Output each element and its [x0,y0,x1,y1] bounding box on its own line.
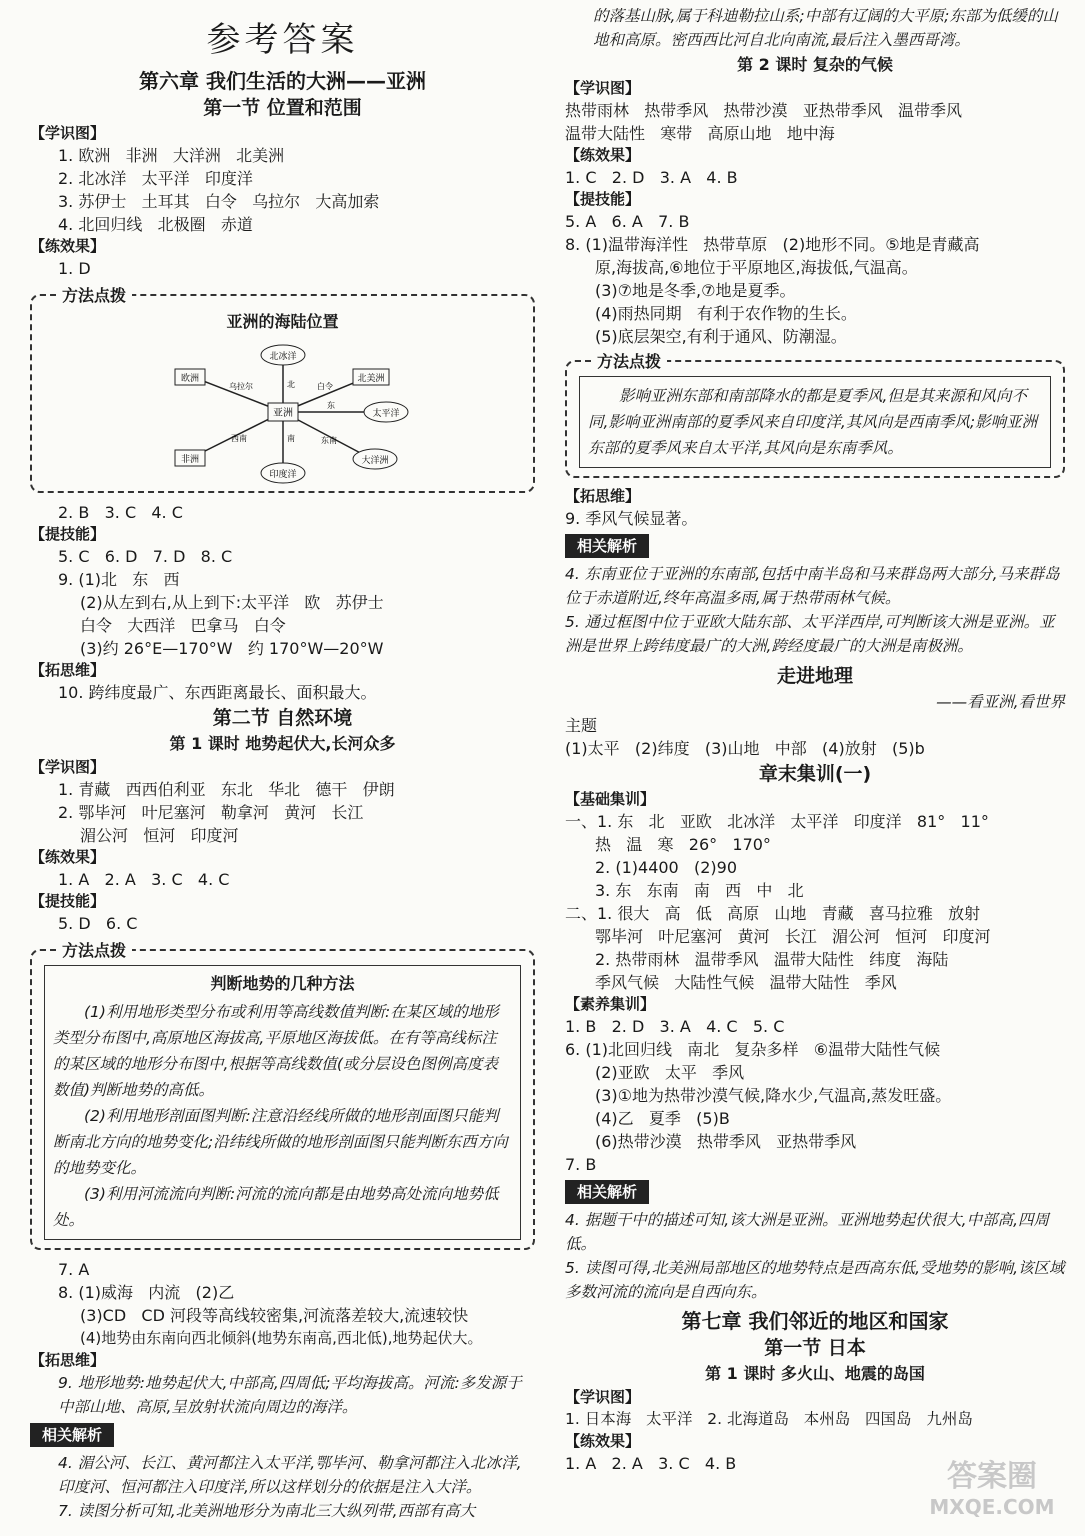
section-header: 【拓思维】 [565,487,641,505]
geography-title: 走进地理 [776,665,853,687]
answer-line: 鄂毕河 叶尼塞河 黄河 长江 湄公河 恒河 印度河 [595,927,991,946]
node-center: 亚洲 [272,408,293,419]
edge-southeast: 东南 [320,436,337,445]
method-tip-title: 判断地势的几种方法 [210,974,355,993]
method-tip-box [30,286,535,493]
edge-southwest: 西南 [230,434,247,443]
analysis-tag: 相关解析 [565,1180,649,1204]
edge-south: 南 [286,434,295,443]
watermark-url: MXQE.COM [929,1495,1055,1519]
section-header: 【学识图】 [565,1388,641,1406]
answer-line: 5. C 6. D 7. D 8. C [58,547,233,566]
section-header: 【学识图】 [30,758,106,776]
answer-line: (6)热带沙漠 热带季风 亚热带季风 [595,1132,857,1151]
edge-northwest: 乌拉尔 [228,382,253,391]
answer-line: 5. A 6. A 7. B [565,212,690,231]
node-northwest: 欧洲 [180,374,199,384]
node-south: 印度洋 [268,470,297,480]
answer-line: 湄公河 恒河 印度河 [80,826,239,845]
theme-label: 主题 [565,716,598,735]
method-tip-paragraph: 影响亚洲东部和南部降水的都是夏季风,但是其来源和风向不同,影响亚洲南部的夏季风来自印度洋,其风向是西南季风;影响亚洲东部的夏季风来自太平洋,其风向是东南季风。 [588,387,1038,457]
edge-east: 东 [326,401,335,410]
answer-line: 2. B 3. C 4. C [58,503,183,522]
section-header: 【提技能】 [30,892,106,910]
analysis-paragraph: 4. 据题干中的描述可知,该大洲是亚洲。亚洲地势起伏很大,中部高,四周低。 [565,1211,1049,1253]
right-column [565,0,1065,1475]
answer-line: 1. A 2. A 3. C 4. C [58,870,230,889]
answer-line: (1)太平 (2)纬度 (3)山地 中部 (4)放射 (5)b [565,739,925,758]
page-title: 参考答案 [206,20,359,60]
watermark-text: 答案圈 [947,1459,1037,1494]
answer-line: 8. (1)威海 内流 (2)乙 [58,1283,235,1302]
answer-line: (2)亚欧 太平 季风 [595,1063,745,1082]
section-1-title: 第一节 位置和范围 [203,97,362,119]
section-header: 【拓思维】 [30,1351,106,1369]
left-column [30,0,535,1523]
diagram-title: 亚洲的海陆位置 [226,312,339,331]
answer-line: 4. 北回归线 北极圈 赤道 [58,215,253,234]
section-header: 【学识图】 [30,124,106,142]
method-tip-content [579,376,1051,468]
lesson-title: 第 1 课时 地势起伏大,长河众多 [169,734,396,753]
method-tip-label: 方法点拨 [591,350,667,373]
section-header: 【练效果】 [565,1432,641,1450]
answer-line: 1. 青藏 西西伯利亚 东北 华北 德干 伊朗 [58,780,395,799]
answer-line: 1. C 2. D 3. A 4. B [565,168,738,187]
node-northeast: 北美洲 [356,374,385,384]
analysis-paragraph: 5. 通过框图中位于亚欧大陆东部、太平洋西岸,可判断该大洲是亚洲。亚洲是世界上跨纬度最广的大洲,跨经度最广的大洲是南极洲。 [565,613,1055,655]
answer-line: 2. (1)4400 (2)90 [595,858,738,877]
section-2-title: 第二节 自然环境 [212,707,353,729]
answer-line: 白令 大西洋 巴拿马 白令 [80,616,286,635]
node-southeast: 大洋洲 [360,456,389,466]
answer-line: 7. A [58,1260,90,1279]
answer-line: 9. 季风气候显著。 [565,509,698,528]
answer-line: 热带雨林 热带季风 热带沙漠 亚热带季风 温带季风 [565,101,963,120]
section-header: 【练效果】 [30,237,106,255]
answer-line: 1. B 2. D 3. A 4. C 5. C [565,1017,785,1036]
answer-line: 1. 欧洲 非洲 大洋洲 北美洲 [58,146,285,165]
answer-line: (4)雨热同期 有利于农作物的生长。 [595,304,857,323]
answer-line: 1. 日本海 太平洋 2. 北海道岛 本州岛 四国岛 九州岛 [565,1410,973,1428]
answer-line: 一、1. 东 北 亚欧 北冰洋 太平洋 印度洋 81° 11° [565,812,989,831]
method-tip-paragraph: (3)利用河流流向判断:河流的流向都是由地势高处流向地势低处。 [53,1185,499,1229]
answer-line: (2)从左到右,从上到下:太平洋 欧 苏伊士 [80,593,384,612]
review-title: 章末集训(一) [758,763,872,785]
answer-line: 1. A 2. A 3. C 4. B [565,1454,737,1473]
answer-line: 6. (1)北回归线 南北 复杂多样 ⑥温带大陆性气候 [565,1040,941,1059]
lesson-title: 第 1 课时 多火山、地震的岛国 [705,1364,925,1383]
answer-line: 5. D 6. C [58,914,138,933]
answer-line: 原,海拔高,⑥地位于平原地区,海拔低,气温高。 [595,258,918,277]
analysis-paragraph: 7. 读图分析可知,北美洲地形分为南北三大纵列带,西部有高大 [58,1502,476,1520]
answer-line: 3. 苏伊士 土耳其 白令 乌拉尔 大高加索 [58,192,380,211]
answer-line: 8. (1)温带海洋性 热带草原 (2)地形不同。⑤地是青藏高 [565,235,980,254]
answer-line: (4)地势由东南向西北倾斜(地势东南高,西北低),地势起伏大。 [80,1329,483,1347]
answer-line: 2. 鄂毕河 叶尼塞河 勒拿河 黄河 长江 [58,803,364,822]
section-header: 【素养集训】 [565,995,656,1013]
asia-position-diagram [153,337,413,487]
analysis-paragraph: 4. 东南亚位于亚洲的东南部,包括中南半岛和马来群岛两大部分,马来群岛位于赤道附近,终年高温多雨,属于热带雨林气候。 [565,565,1060,607]
method-tip-label: 方法点拨 [56,939,132,962]
chapter-6-title: 第六章 我们生活的大洲——亚洲 [139,69,426,93]
node-east: 太平洋 [371,409,400,419]
answer-line: 二、1. 很大 高 低 高原 山地 青藏 喜马拉雅 放射 [565,904,981,923]
answer-line: 2. 热带雨林 温带季风 温带大陆性 纬度 海陆 [595,950,949,969]
section-header: 【学识图】 [565,79,641,97]
analysis-tag: 相关解析 [30,1423,114,1447]
answer-line: (3)⑦地是冬季,⑦地是夏季。 [595,281,796,300]
edge-northeast: 白令 [316,382,333,391]
answer-line: 7. B [565,1155,597,1174]
answer-line: (5)底层架空,有利于通风、防潮湿。 [595,327,847,346]
analysis-paragraph: 4. 湄公河、长江、黄河都注入太平洋,鄂毕河、勒拿河都注入北冰洋,印度河、恒河都注入印度洋,所以这样划分的依据是注入大洋。 [58,1454,522,1496]
node-southwest: 非洲 [180,455,199,465]
section-header: 【拓思维】 [30,661,106,679]
answer-line: (3)约 26°E—170°W 约 170°W—20°W [80,639,384,658]
edge-north: 北 [286,380,295,389]
answer-line: (3)①地为热带沙漠气候,降水少,气温高,蒸发旺盛。 [595,1086,952,1105]
node-north: 北冰洋 [268,352,297,362]
site-watermark-logo [917,1452,1067,1522]
method-tip-content [44,965,521,1240]
chapter-7-title: 第七章 我们邻近的地区和国家 [681,1309,949,1333]
method-tip-box [565,352,1065,478]
method-tip-box [30,941,535,1250]
answer-line: 1. D [58,259,91,278]
method-tip-paragraph: (2)利用地形剖面图判断:注意沿经线所做的地形剖面图只能判断南北方向的地势变化;沿纬线所做的地形剖面图只能判断东西方向的地势变化。 [53,1107,508,1177]
lesson-title: 第 2 课时 复杂的气候 [737,55,893,74]
geography-subtitle: ——看亚洲,看世界 [936,693,1065,711]
method-tip-paragraph: (1)利用地形类型分布或利用等高线数值判断:在某区域的地形类型分布图中,高原地区海拔高,平原地区海拔低。在有等高线标注的某区域的地形分布图中,根据等高线数值(或分层设色图例高度表数值)判断地势的高低。 [53,1003,499,1099]
analysis-tag: 相关解析 [565,534,649,558]
answer-line: 3. 东 东南 南 西 中 北 [595,881,804,900]
answer-line: 10. 跨纬度最广、东西距离最长、面积最大。 [58,683,377,702]
section-header: 【练效果】 [30,848,106,866]
section-header: 【提技能】 [30,525,106,543]
section-1-title: 第一节 日本 [764,1337,866,1359]
answer-line: 2. 北冰洋 太平洋 印度洋 [58,169,253,188]
answer-line: 热 温 寒 26° 170° [595,835,771,854]
section-header: 【练效果】 [565,146,641,164]
continued-paragraph: 的落基山脉,属于科迪勒拉山系;中部有辽阔的大平原;东部为低缓的山地和高原。密西西比河自北向南流,最后注入墨西哥湾。 [593,7,1058,49]
answer-line: (4)乙 夏季 (5)B [595,1109,730,1128]
section-header: 【基础集训】 [565,790,656,808]
method-tip-label: 方法点拨 [56,284,132,307]
answer-paragraph: 9. 地形地势:地势起伏大,中部高,四周低;平均海拔高。河流:多发源于中部山地、高原,呈放射状流向周边的海洋。 [58,1374,522,1416]
section-header: 【提技能】 [565,190,641,208]
answer-line: (3)CD CD 河段等高线较密集,河流落差较大,流速较快 [80,1306,469,1325]
answer-line: 季风气候 大陆性气候 温带大陆性 季风 [595,973,897,992]
analysis-paragraph: 5. 读图可得,北美洲局部地区的地势特点是西高东低,受地势的影响,该区域多数河流的流向是自西向东。 [565,1259,1065,1301]
answer-line: 9. (1)北 东 西 [58,570,180,589]
answer-line: 温带大陆性 寒带 高原山地 地中海 [565,124,835,143]
